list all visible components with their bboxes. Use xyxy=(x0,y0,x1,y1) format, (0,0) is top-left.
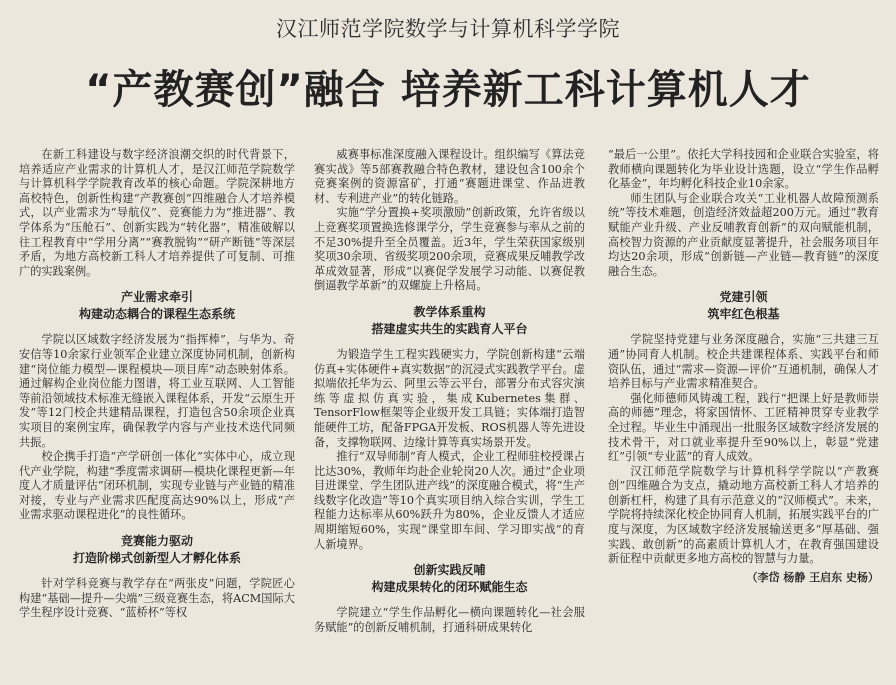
paragraph: 推行“双导师制”育人模式，企业工程师驻校授课占比达30%，教师年均赴企业轮岗20人次。通过“企业项目进课堂、学生团队进产线”的深度融合模式，将“生产线数字化改造”等10个真实项目纳入综合实训，学生工程能力达标率从60%跃升为80%，企业反馈人才适应周期缩短60%，实现“课堂即车间、学习即实战”的育人新境界。 xyxy=(314,450,585,551)
article-column-3 xyxy=(608,148,879,585)
paragraph: 学院坚持党建与业务深度融合，实施“三共建三互通”协同育人机制。校企共建课程体系、实践平台和师资队伍，通过“需求—资源—评价”互通机制，确保人才培养目标与产业需求精准契合。 xyxy=(608,333,879,391)
section-heading-line2: 构建成果转化的闭环赋能生态 xyxy=(371,580,528,595)
section-heading-line1: 教学体系重构 xyxy=(413,304,486,319)
article-column-2 xyxy=(314,148,585,635)
article-column-1 xyxy=(19,148,295,621)
section-heading-line1: 产业需求牵引 xyxy=(120,290,193,305)
section-heading xyxy=(19,289,295,323)
paragraph: 师生团队与企业联合攻关“工业机器人故障预测系统”等技术难题，创造经济效益超200万元。通过“教育赋能产业升级、产业反哺教育创新”的双向赋能机制，高校智力资源的产业贡献度显著提升，社会服务项目年均达20余项，形成“创新链—产业链—教育链”的深度融合生态。 xyxy=(608,191,879,278)
paragraph: 实施“学分置换+奖项激励”创新政策，允许省级以上竞赛奖项置换选修课学分，学生竞赛参与率从之前的不足30%提升至全员覆盖。近3年，学生荣获国家级别奖项30余项、省级奖项200余项，竞赛成果反哺教学改革成效显著，形成“以赛促学发展学习动能、以赛促教倒逼教学革新”的双螺旋上升格局。 xyxy=(314,206,585,293)
section-heading xyxy=(19,533,295,567)
paragraph: 威赛事标准深度融入课程设计。组织编写《算法竞赛实战》等5部赛教融合特色教材，建设包含100余个竞赛案例的资源富矿，打通“赛题进课堂、作品进教材、专利进产业”的转化链路。 xyxy=(314,148,585,205)
section-heading-line1: 创新实践反哺 xyxy=(413,563,486,578)
headline: “产教赛创”融合 培养新工科计算机人才 xyxy=(85,67,811,113)
author-byline: （李岱 杨静 王启东 史杨） xyxy=(746,570,879,584)
section-heading-line2: 筑牢红色根基 xyxy=(707,307,780,322)
section-heading-line1: 竞赛能力驱动 xyxy=(120,534,193,549)
section-heading-line2: 打造阶梯式创新型人才孵化体系 xyxy=(72,551,241,566)
section-heading-line2: 构建动态耦合的课程生态系统 xyxy=(78,307,235,322)
paragraph: 汉江师范学院数学与计算机科学学院以“产教赛创”四维融合为支点，撬动地方高校新工科人才培养的创新杠杆，构建了具有示范意义的“汉师模式”。未来，学院将持续深化校企协同育人机制，拓展实践平台的广度与深度，为区域数字经济发展输送更多“厚基础、强实践、敢创新”的高素质计算机人才，在教育强国建设新征程中贡献更多地方高校的智慧与力量。 xyxy=(608,464,879,566)
section-heading-line2: 搭建虚实共生的实践育人平台 xyxy=(371,321,528,336)
section-heading xyxy=(608,289,879,323)
paragraph: 针对学科竞赛与教学存在“两张皮”问题，学院匠心构建“基础—提升—尖端”三级竞赛生态，将ACM国际大学生程序设计竞赛、“蓝桥杯”等权 xyxy=(19,577,295,620)
paragraph: 在新工科建设与数字经济浪潮交织的时代背景下，培养适应产业需求的计算机人才，是汉江师范学院数学与计算机科学学院教育改革的核心命题。学院深耕地方高校特色，创新性构建“产教赛创”四维融合人才培养模式，以产业需求为“导航仪”、竞赛能力为“推进器”、教学体系为“压舱石”、创新实践为“转化器”，精准破解以往工程教育中“学用分离”“赛教脱钩”“研产断链”等深层矛盾，为地方高校新工科人才培养提供了可复制、可推广的实践案例。 xyxy=(19,148,295,278)
section-heading-line1: 党建引领 xyxy=(719,290,768,305)
paragraph: 为锻造学生工程实践硬实力，学院创新构建“云端仿真+实体硬件+真实数据”的沉浸式实践教学平台。虚拟端依托华为云、阿里云等云平台，部署分布式容灾演练等虚拟仿真实验，集成Kubernetes集群、TensorFlow框架等企业级开发工具链；实体端打造智能硬件工坊，配备FPGA开发板、ROS机器人等先进设备，支撑物联网、边缘计算等真实场景开发。 xyxy=(314,347,585,449)
paragraph: 学院建立“学生作品孵化—横向课题转化—社会服务赋能”的创新反哺机制，打通科研成果转化 xyxy=(314,606,585,634)
paragraph: 学院以区域数字经济发展为“指挥棒”，与华为、奇安信等10余家行业领军企业建立深度协同机制，创新构建“岗位能力模型—课程模块—项目库”动态映射体系。通过解构企业岗位能力图谱，将工业互联网、人工智能等前沿领域技术标准无缝嵌入课程体系，开发“云原生开发”等12门校企共建精品课程，打造包含50余项企业真实项目的案例宝库，确保教学内容与产业技术迭代同频共振。 xyxy=(19,333,295,449)
paragraph: “最后一公里”。依托大学科技园和企业联合实验室，将教师横向课题转化为毕业设计选题，设立“学生作品孵化基金”，年均孵化科技企业10余家。 xyxy=(608,148,879,191)
section-heading xyxy=(314,304,585,338)
supertitle: 汉江师范学院数学与计算机科学学院 xyxy=(276,17,620,41)
section-heading xyxy=(314,562,585,596)
paragraph: 校企携手打造“产学研创一体化”实体中心，成立现代产业学院，构建“季度需求调研—模块化课程更新—年度人才质量评估”闭环机制，实现专业链与产业链的精准对接，专业与产业需求匹配度高达90%以上，形成“产业需求驱动课程进化”的良性循环。 xyxy=(19,450,295,522)
paragraph: 强化师德师风铸魂工程，践行“把课上好是教师崇高的师德”理念，将家国情怀、工匠精神贯穿专业教学全过程。毕业生中涌现出一批服务区域数字经济发展的技术骨干，对口就业率提升至90%以上，彰显“党建红”引领“专业蓝”的育人成效。 xyxy=(608,391,879,464)
